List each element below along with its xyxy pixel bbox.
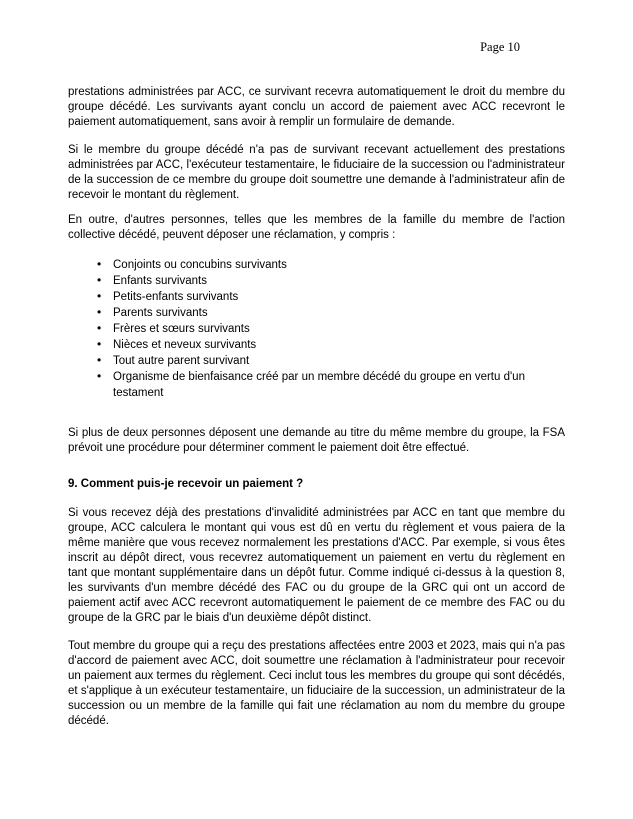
list-item-label: Conjoints ou concubins survivants	[113, 259, 287, 271]
bullet-icon: •	[97, 273, 102, 287]
paragraph-survivor-auto-payment: prestations administrées par ACC, ce survivant recevra automatiquement le droit du membre du groupe décédé. Les survivants ayant conclu un accord de paiement avec ACC recevront le paiement automatiquement, sans avoir à remplir un formulaire de demande.	[68, 86, 565, 128]
list-item	[68, 289, 565, 305]
bullet-icon: •	[97, 353, 102, 367]
bullet-icon: •	[97, 337, 102, 351]
list-item-label: Nièces et neveux survivants	[113, 339, 257, 351]
claimant-types-list	[68, 257, 565, 401]
section-heading-question-9: 9. Comment puis-je recevoir un paiement ?	[68, 478, 304, 490]
list-item-label: Petits-enfants survivants	[113, 291, 239, 303]
list-item	[68, 257, 565, 273]
paragraph-claim-requirement: Tout membre du groupe qui a reçu des prestations affectées entre 2003 et 2023, mais qui n'a pas d'accord de paiement avec ACC, doit soumettre une réclamation à l'administrateur pour recevoir un paiement aux termes du règlement. Ceci inclut tous les membres du groupe qui sont décédés, et s'applique à un exécuteur testamentaire, un fiduciaire de la succession, un administrateur de la succession ou un membre de la famille qui fait une réclamation au nom du membre du groupe décédé.	[68, 640, 565, 727]
list-item-label: Organisme de bienfaisance créé par un membre décédé du groupe en vertu d'un testament	[113, 371, 525, 399]
bullet-icon: •	[97, 289, 102, 303]
bullet-icon: •	[97, 305, 102, 319]
list-item	[68, 273, 565, 289]
list-item-label: Tout autre parent survivant	[113, 355, 250, 367]
list-item	[68, 305, 565, 321]
paragraph-payment-method: Si vous recevez déjà des prestations d'invalidité administrées par ACC en tant que membre du groupe, ACC calculera le montant qui vous est dû en vertu du règlement et vous paiera de la même manière que vous recevez normalement les prestations d'ACC. Par exemple, si vous êtes inscrit au dépôt direct, vous recevrez automatiquement un paiement en vertu du règlement en tant que montant supplémentaire dans un dépôt futur. Comme indiqué ci-dessus à la question 8, les survivants d'un membre décédé des FAC ou du groupe de la GRC qui ont un accord de paiement actif avec ACC recevront automatiquement le paiement de ce membre des FAC ou du groupe de la GRC par le biais d'un deuxième dépôt distinct.	[68, 507, 565, 624]
list-item-label: Enfants survivants	[113, 275, 207, 287]
page-number-label: Page 10	[480, 40, 520, 54]
list-item	[68, 369, 565, 401]
list-item-label: Parents survivants	[113, 307, 208, 319]
paragraph-multiple-claims-procedure: Si plus de deux personnes déposent une demande au titre du même membre du groupe, la FSA prévoit une procédure pour déterminer comment le paiement doit être effectué.	[68, 427, 565, 454]
bullet-icon: •	[97, 257, 102, 271]
document-body	[68, 85, 565, 742]
list-item	[68, 337, 565, 353]
bullet-icon: •	[97, 369, 102, 383]
list-item-label: Frères et sœurs survivants	[113, 323, 250, 335]
list-item	[68, 321, 565, 337]
paragraph-other-claimants-intro: En outre, d'autres personnes, telles que les membres de la famille du membre de l'action collective décédé, peuvent déposer une réclamation, y compris :	[68, 214, 565, 241]
paragraph-no-survivor-executor: Si le membre du groupe décédé n'a pas de survivant recevant actuellement des prestations administrées par ACC, l'exécuteur testamentaire, le fiduciaire de la succession ou l'administrateur de la succession de ce membre du groupe doit soumettre une demande à l'administrateur afin de recevoir le montant du règlement.	[68, 144, 565, 201]
bullet-icon: •	[97, 321, 102, 335]
list-item	[68, 353, 565, 369]
